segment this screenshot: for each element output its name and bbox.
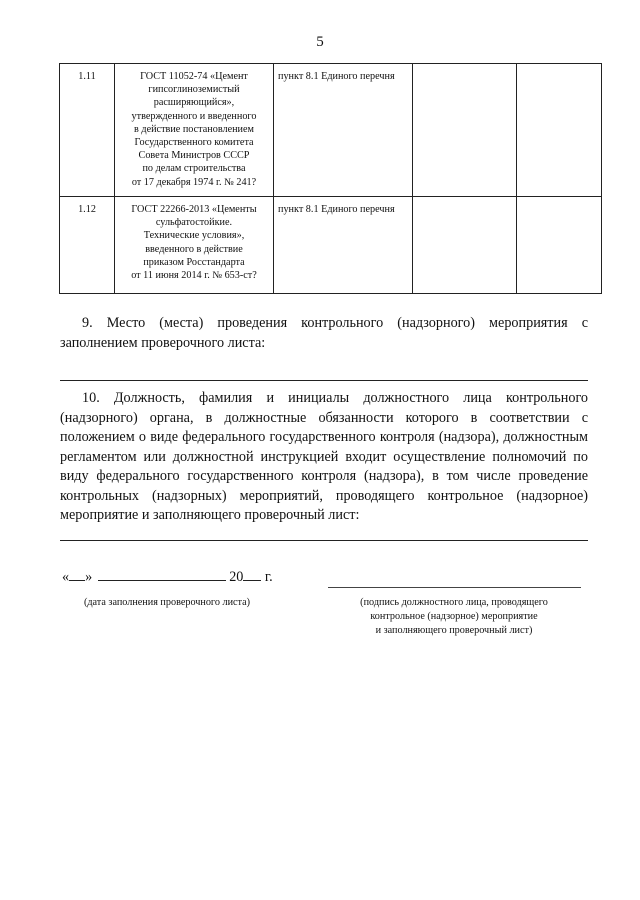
document-line: утвержденного и введенного — [131, 110, 257, 122]
document-line: ГОСТ 22266-2013 «Цементы — [131, 204, 257, 215]
signature-caption-line: контрольное (надзорное) мероприятие — [370, 611, 538, 622]
year-suffix: г. — [264, 569, 273, 585]
document-line: от 17 декабря 1974 г. № 241? — [131, 176, 257, 188]
paragraph-10: 10. Должность, фамилия и инициалы должностного лица контрольного (надзорного) органа, в должностные обязанности которого в соответствии с положением о виде федерального государственного контроля (надзора), должностным регламентом или должностной инструкцией входит осуществление полномочий по виду федерального государственного контроля (надзора), в том числе проведение контрольных (надзорных) мероприятий, проводящего контрольное (надзорное) мероприятие и заполняющего проверочный лист: — [60, 390, 588, 523]
note-cell[interactable] — [517, 197, 602, 294]
document-line: введенного в действие — [145, 243, 243, 255]
century-label: 20 — [229, 569, 244, 585]
reference-cell: пункт 8.1 Единого перечня — [274, 197, 413, 294]
signature-caption — [327, 596, 581, 638]
table-row — [60, 197, 602, 294]
document-cell — [115, 64, 274, 197]
month-blank[interactable] — [98, 566, 226, 581]
document-line: Технические условия», — [143, 230, 245, 242]
close-quote: » — [85, 569, 93, 585]
signature-caption-line: (подпись должностного лица, проводящего — [360, 597, 548, 608]
page-number: 5 — [316, 34, 324, 50]
open-quote: « — [62, 569, 70, 585]
signature-line[interactable] — [328, 587, 581, 588]
document-line: приказом Росстандарта — [143, 256, 245, 268]
document-line: ГОСТ 11052-74 «Цемент — [140, 71, 248, 82]
date-caption: (дата заполнения проверочного листа) — [83, 597, 251, 608]
answer-cell[interactable] — [413, 197, 517, 294]
document-line: гипсоглиноземистый — [148, 84, 240, 96]
document-line: по делам строительства — [142, 163, 246, 175]
row-number: 1.11 — [60, 64, 115, 197]
paragraph-9: 9. Место (места) проведения контрольного (надзорного) мероприятия с заполнением проверочного листа: — [60, 315, 588, 351]
year-blank[interactable] — [243, 566, 261, 581]
document-cell — [115, 197, 274, 294]
gost-table — [59, 63, 602, 294]
document-line: от 11 июня 2014 г. № 653-ст? — [131, 270, 257, 282]
answer-cell[interactable] — [413, 64, 517, 197]
document-line: Государственного комитета — [134, 137, 254, 149]
document-line: сульфатостойкие. — [155, 217, 233, 229]
document-line: Совета Министров СССР — [138, 150, 250, 162]
document-line: в действие постановлением — [134, 123, 254, 135]
signature-caption-line: и заполняющего проверочный лист) — [375, 625, 533, 636]
document-line: расширяющийся», — [153, 97, 235, 109]
official-name-line[interactable] — [60, 540, 588, 541]
note-cell[interactable] — [517, 64, 602, 197]
inspection-place-line[interactable] — [60, 380, 588, 381]
day-blank[interactable] — [69, 566, 85, 581]
table-row — [60, 64, 602, 197]
row-number: 1.12 — [60, 197, 115, 294]
date-field — [62, 566, 273, 586]
reference-cell: пункт 8.1 Единого перечня — [274, 64, 413, 197]
